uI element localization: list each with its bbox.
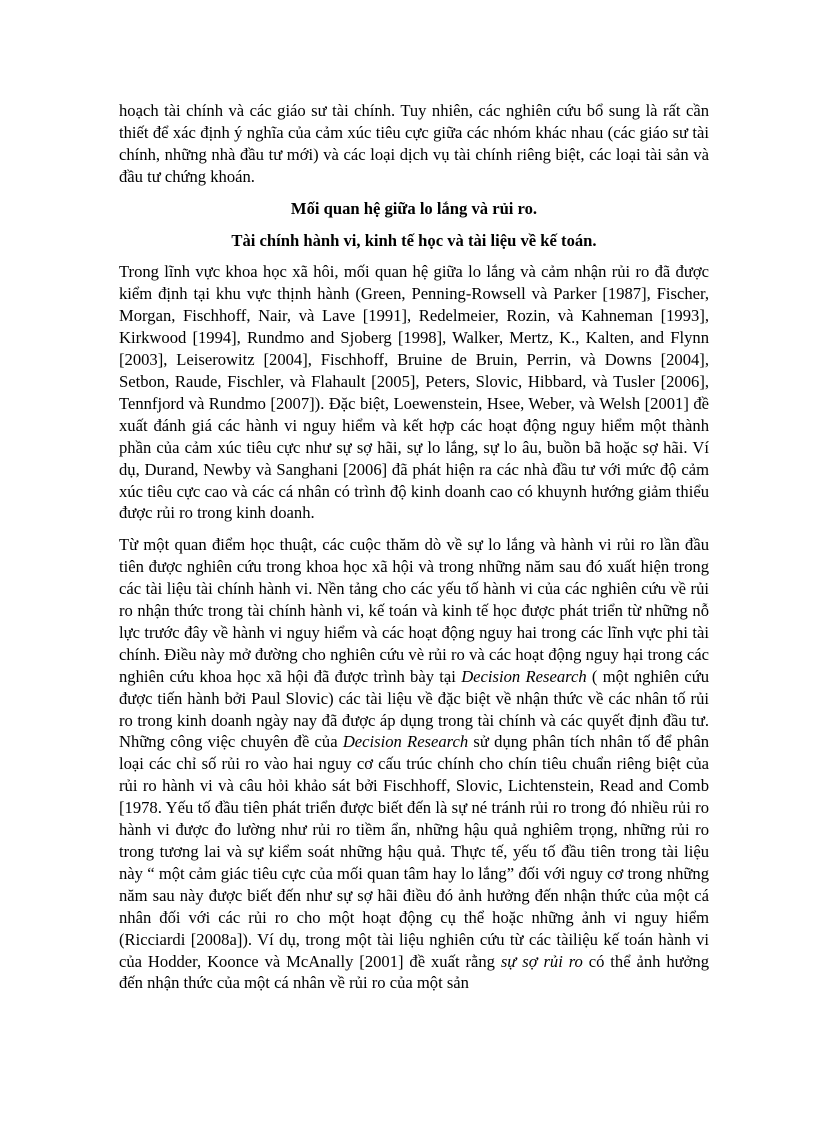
section-heading: Mối quan hệ giữa lo lắng và rủi ro. (290, 198, 538, 218)
paragraph-academic-view (119, 534, 709, 994)
document-page (119, 100, 709, 1004)
paragraph-social-science: Trong lĩnh vực khoa học xã hôi, mối quan hệ giữa lo lắng và cảm nhận rủi ro đã được kiểm định tại khu vực thịnh hành (Green, Penning-Rowsell và Parker [1987], Fischer, Morgan, Fischhoff, Nair, và Lave [1991], Redelmeier, Rozin, và Kahneman [1993], Kirkwood [1994], Rundmo and Sjoberg [1998], Walker, Mertz, K., Kalten, and Flynn [2003], Leiserowitz [2004], Fischhoff, Bruine de Bruin, Perrin, và Downs [2004], Setbon, Raude, Fischler, và Flahault [2005], Peters, Slovic, Hibbard, và Tusler [2006], Tennfjord và Rundmo [2007]). Đặc biệt, Loewenstein, Hsee, Weber, và Welsh [2001] đề xuất đánh giá các hành vi nguy hiểm và kết hợp các hoạt động nguy hiểm một thành phần của cảm xúc tiêu cực như sự sợ hãi, sự lo lắng, sự lo âu, buồn bã hoặc sợ hãi. Ví dụ, Durand, Newby và Sanghani [2006] đã phát hiện ra các nhà đầu tư với mức độ cảm xúc tiêu cực cao và các cá nhân có trình độ kinh doanh cao có khuynh hướng giảm thiểu được rủi ro trong kinh doanh. (119, 262, 709, 523)
text-run: sử dụng phân tích nhân tố để phân loại các chỉ số rủi ro vào hai nguy cơ cấu trúc chính cho chín tiêu chuẩn riêng biệt của rủi ro hành vi và câu hỏi khảo sát bởi Fischhoff, Slovic, Lichtenstein, Read and Comb [1978. Yếu tố đầu tiên phát triển được biết đến là sự né tránh rủi ro trong đó nhiều rủi ro hành vi được đo lường như rủi ro tiềm ẩn, những hậu quả nghiêm trọng, những rủi ro trong tương lai và sự kiểm soát những hậu quả. Thực tế, yếu tố đầu tiên trong tài liệu này “ một cảm giác tiêu cực của mối quan tâm hay lo lắng” đối với nguy cơ trong những năm sau này được biết đến như sự sợ hãi điều đó ảnh hưởng đến nhận thức của một cá nhân đối với các rủi ro cho một hoạt động cụ thể hoặc những ảnh vi nguy hiểm (Ricciardi [2008a]). Ví dụ, trong một tài liệu nghiên cứu từ các tàiliệu kế toán hành vi của Hodder, Koonce và McAnally [2001] đề xuất rằng (119, 732, 709, 971)
italic-risk-fear: sự sợ rủi ro (500, 951, 583, 971)
section-subheading: Tài chính hành vi, kinh tế học và tài liệu về kế toán. (231, 230, 597, 250)
text-run: có thể ảnh hưởng đến nhận thức của một cá nhân về rủi ro của một sản (119, 951, 709, 993)
text-run: ( một nghiên cứu được tiến hành bởi Paul Slovic) các tài liệu về đặc biệt về nhận thức về các nhân tố rủi ro trong kinh doanh ngày nay đã được áp dụng trong tài chính và các quyết định đầu tư. Những công việc chuyên đề của (119, 666, 709, 752)
paragraph-intro: hoạch tài chính và các giáo sư tài chính. Tuy nhiên, các nghiên cứu bổ sung là rất cần thiết để xác định ý nghĩa của cảm xúc tiêu cực giữa các nhóm khác nhau (các giáo sư tài chính, những nhà đầu tư mới) và các loại dịch vụ tài chính riêng biệt, các loại tài sản và đầu tư chứng khoán. (119, 101, 709, 186)
italic-decision-research: Decision Research (461, 666, 587, 686)
text-run: Từ một quan điểm học thuật, các cuộc thăm dò về sự lo lắng và hành vi rủi ro lần đầu tiên được nghiên cứu trong khoa học xã hội và trong những năm sau đó xuất hiện trong các tài liệu tài chính hành vi. Nền tảng cho các yếu tố hành vi của các nghiên cứu về rủi ro nhận thức trong tài chính hành vi, kế toán và kinh tế học được phát triển từ những nỗ lực trước đây về hành vi nguy hiểm và các hoạt động nguy hai trong các lĩnh vực phi tài chính. Điều này mở đường cho nghiên cứu vè rủi ro và các hoạt động nguy hại trong các nghiên cứu khoa học xã hội đã được trình bày tại (119, 535, 709, 686)
italic-decision-research: Decision Research (342, 732, 469, 752)
